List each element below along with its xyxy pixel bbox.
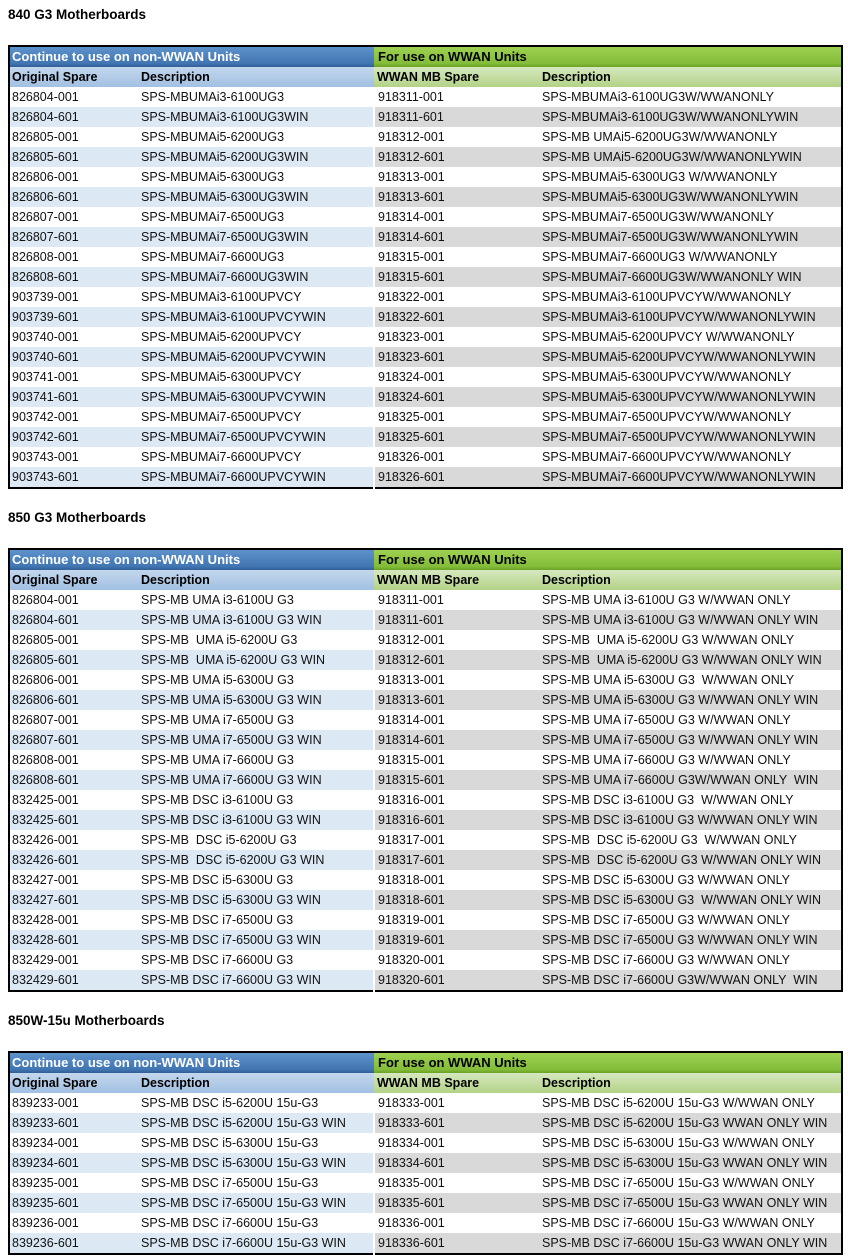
wwan-spare-cell: 918334-001 (374, 1133, 538, 1153)
wwan-description-cell: SPS-MBUMAi5-6300UPVCYW/WWANONLYWIN (538, 387, 842, 407)
wwan-description-cell: SPS-MB DSC i5-6200U 15u-G3 W/WWAN ONLY (538, 1093, 842, 1113)
wwan-spare-cell: 918326-601 (374, 467, 538, 488)
motherboard-section (8, 510, 841, 992)
spare-mapping-table (8, 45, 843, 489)
table-row (9, 690, 842, 710)
original-description-cell: SPS-MB UMA i7-6500U G3 WIN (137, 730, 374, 750)
wwan-spare-cell: 918333-601 (374, 1113, 538, 1133)
wwan-spare-cell: 918315-001 (374, 750, 538, 770)
group-header-row (9, 1052, 842, 1073)
column-header-row (9, 1073, 842, 1093)
table-row (9, 1213, 842, 1233)
original-spare-cell: 839235-601 (9, 1193, 137, 1213)
original-spare-cell: 826808-001 (9, 247, 137, 267)
original-description-cell: SPS-MBUMAi5-6200UPVCY (137, 327, 374, 347)
original-spare-cell: 903740-601 (9, 347, 137, 367)
column-header-row (9, 67, 842, 87)
original-spare-cell: 839233-601 (9, 1113, 137, 1133)
original-spare-cell: 903742-601 (9, 427, 137, 447)
original-spare-cell: 826804-001 (9, 590, 137, 610)
wwan-description-cell: SPS-MBUMAi5-6300UG3W/WWANONLYWIN (538, 187, 842, 207)
table-row (9, 267, 842, 287)
original-spare-cell: 826805-601 (9, 650, 137, 670)
wwan-spare-cell: 918335-001 (374, 1173, 538, 1193)
original-spare-cell: 826806-601 (9, 187, 137, 207)
wwan-description-cell: SPS-MB DSC i5-6200U G3 W/WWAN ONLY WIN (538, 850, 842, 870)
original-spare-cell: 832425-001 (9, 790, 137, 810)
wwan-spare-cell: 918333-001 (374, 1093, 538, 1113)
group-header-row (9, 46, 842, 67)
wwan-spare-cell: 918323-001 (374, 327, 538, 347)
wwan-description-cell: SPS-MB UMAi5-6200UG3W/WWANONLY (538, 127, 842, 147)
wwan-spare-cell: 918314-601 (374, 227, 538, 247)
original-description-cell: SPS-MBUMAi5-6300UPVCY (137, 367, 374, 387)
group-header-row (9, 549, 842, 570)
wwan-spare-cell: 918315-601 (374, 267, 538, 287)
wwan-description-cell: SPS-MB UMA i7-6600U G3W/WWAN ONLY WIN (538, 770, 842, 790)
wwan-spare-cell: 918325-601 (374, 427, 538, 447)
wwan-description-cell: SPS-MB UMA i7-6600U G3 W/WWAN ONLY (538, 750, 842, 770)
wwan-description-cell: SPS-MB UMA i5-6300U G3 W/WWAN ONLY WIN (538, 690, 842, 710)
wwan-description-cell: SPS-MBUMAi7-6600UPVCYW/WWANONLYWIN (538, 467, 842, 488)
wwan-description-cell: SPS-MB UMAi5-6200UG3W/WWANONLYWIN (538, 147, 842, 167)
column-header-row (9, 570, 842, 590)
original-description-cell: SPS-MBUMAi5-6200UG3WIN (137, 147, 374, 167)
original-description-cell: SPS-MB UMA i7-6600U G3 (137, 750, 374, 770)
motherboard-section (8, 1013, 841, 1255)
original-description-cell: SPS-MB DSC i7-6600U G3 WIN (137, 970, 374, 991)
table-row (9, 730, 842, 750)
table-row (9, 650, 842, 670)
wwan-group-header: For use on WWAN Units (374, 46, 842, 67)
table-row (9, 207, 842, 227)
original-spare-cell: 839233-001 (9, 1093, 137, 1113)
table-row (9, 187, 842, 207)
original-description-cell: SPS-MB DSC i7-6500U G3 WIN (137, 930, 374, 950)
original-spare-cell: 826805-601 (9, 147, 137, 167)
wwan-spare-cell: 918314-601 (374, 730, 538, 750)
original-description-cell: SPS-MB DSC i3-6100U G3 (137, 790, 374, 810)
wwan-spare-cell: 918312-001 (374, 630, 538, 650)
table-row (9, 1113, 842, 1133)
wwan-description-cell: SPS-MB DSC i5-6200U 15u-G3 WWAN ONLY WIN (538, 1113, 842, 1133)
wwan-spare-cell: 918313-601 (374, 690, 538, 710)
original-spare-cell: 903742-001 (9, 407, 137, 427)
wwan-spare-cell: 918317-601 (374, 850, 538, 870)
original-description-cell: SPS-MB DSC i7-6500U 15u-G3 (137, 1173, 374, 1193)
wwan-description-cell: SPS-MB DSC i5-6300U G3 W/WWAN ONLY (538, 870, 842, 890)
original-description-cell: SPS-MB UMA i3-6100U G3 (137, 590, 374, 610)
original-description-cell: SPS-MB DSC i5-6300U 15u-G3 (137, 1133, 374, 1153)
table-row (9, 407, 842, 427)
wwan-description-cell: SPS-MBUMAi3-6100UG3W/WWANONLYWIN (538, 107, 842, 127)
non-wwan-group-header: Continue to use on non-WWAN Units (9, 46, 374, 67)
wwan-description-cell: SPS-MB DSC i7-6600U G3 W/WWAN ONLY (538, 950, 842, 970)
spare-mapping-table (8, 548, 843, 992)
original-description-cell: SPS-MB DSC i5-6300U G3 (137, 870, 374, 890)
table-row (9, 590, 842, 610)
table-row (9, 610, 842, 630)
original-spare-cell: 826807-601 (9, 227, 137, 247)
table-row (9, 970, 842, 991)
column-header-wwan-mb-spare: WWAN MB Spare (374, 67, 538, 87)
column-header-description-right: Description (538, 67, 842, 87)
section-title: 850W-15u Motherboards (8, 1013, 165, 1028)
column-header-original-spare: Original Spare (9, 1073, 137, 1093)
table-row (9, 227, 842, 247)
table-row (9, 467, 842, 488)
wwan-description-cell: SPS-MB DSC i7-6500U G3 W/WWAN ONLY (538, 910, 842, 930)
table-row (9, 790, 842, 810)
wwan-spare-cell: 918313-001 (374, 167, 538, 187)
wwan-description-cell: SPS-MBUMAi5-6200UPVCYW/WWANONLYWIN (538, 347, 842, 367)
wwan-spare-cell: 918312-601 (374, 650, 538, 670)
wwan-description-cell: SPS-MB UMA i5-6200U G3 W/WWAN ONLY (538, 630, 842, 650)
wwan-spare-cell: 918326-001 (374, 447, 538, 467)
original-spare-cell: 832427-001 (9, 870, 137, 890)
original-spare-cell: 826804-601 (9, 107, 137, 127)
wwan-spare-cell: 918323-601 (374, 347, 538, 367)
wwan-spare-cell: 918336-601 (374, 1233, 538, 1254)
wwan-spare-cell: 918324-001 (374, 367, 538, 387)
table-row (9, 850, 842, 870)
wwan-spare-cell: 918311-601 (374, 107, 538, 127)
wwan-spare-cell: 918313-001 (374, 670, 538, 690)
table-row (9, 87, 842, 107)
column-header-description-left: Description (137, 67, 374, 87)
original-spare-cell: 839235-001 (9, 1173, 137, 1193)
original-description-cell: SPS-MBUMAi3-6100UG3WIN (137, 107, 374, 127)
original-spare-cell: 826806-601 (9, 690, 137, 710)
original-description-cell: SPS-MB DSC i3-6100U G3 WIN (137, 810, 374, 830)
original-spare-cell: 832427-601 (9, 890, 137, 910)
original-description-cell: SPS-MB DSC i5-6300U 15u-G3 WIN (137, 1153, 374, 1173)
original-description-cell: SPS-MB DSC i7-6600U G3 (137, 950, 374, 970)
wwan-description-cell: SPS-MB DSC i7-6600U 15u-G3 W/WWAN ONLY (538, 1213, 842, 1233)
column-header-description-right: Description (538, 570, 842, 590)
wwan-spare-cell: 918322-001 (374, 287, 538, 307)
wwan-description-cell: SPS-MBUMAi7-6600UG3W/WWANONLY WIN (538, 267, 842, 287)
original-spare-cell: 826807-001 (9, 710, 137, 730)
table-row (9, 307, 842, 327)
original-spare-cell: 903741-001 (9, 367, 137, 387)
spare-mapping-table (8, 1051, 843, 1255)
column-header-original-spare: Original Spare (9, 67, 137, 87)
original-description-cell: SPS-MBUMAi7-6500UPVCYWIN (137, 427, 374, 447)
column-header-wwan-mb-spare: WWAN MB Spare (374, 1073, 538, 1093)
wwan-description-cell: SPS-MB DSC i7-6500U G3 W/WWAN ONLY WIN (538, 930, 842, 950)
original-description-cell: SPS-MB DSC i7-6500U 15u-G3 WIN (137, 1193, 374, 1213)
wwan-description-cell: SPS-MB UMA i5-6200U G3 W/WWAN ONLY WIN (538, 650, 842, 670)
wwan-group-header: For use on WWAN Units (374, 549, 842, 570)
wwan-description-cell: SPS-MB UMA i7-6500U G3 W/WWAN ONLY WIN (538, 730, 842, 750)
original-spare-cell: 832428-001 (9, 910, 137, 930)
original-spare-cell: 903739-001 (9, 287, 137, 307)
wwan-spare-cell: 918315-601 (374, 770, 538, 790)
table-row (9, 367, 842, 387)
original-spare-cell: 826808-601 (9, 770, 137, 790)
original-description-cell: SPS-MB DSC i7-6500U G3 (137, 910, 374, 930)
original-description-cell: SPS-MBUMAi3-6100UG3 (137, 87, 374, 107)
original-spare-cell: 832426-601 (9, 850, 137, 870)
table-row (9, 127, 842, 147)
wwan-spare-cell: 918316-001 (374, 790, 538, 810)
original-spare-cell: 826804-601 (9, 610, 137, 630)
original-spare-cell: 832426-001 (9, 830, 137, 850)
table-row (9, 1193, 842, 1213)
table-body (9, 87, 842, 488)
table-row (9, 107, 842, 127)
wwan-spare-cell: 918315-001 (374, 247, 538, 267)
table-row (9, 167, 842, 187)
wwan-description-cell: SPS-MBUMAi7-6600UPVCYW/WWANONLY (538, 447, 842, 467)
original-description-cell: SPS-MB DSC i7-6600U 15u-G3 (137, 1213, 374, 1233)
original-spare-cell: 826806-001 (9, 167, 137, 187)
wwan-description-cell: SPS-MB DSC i3-6100U G3 W/WWAN ONLY (538, 790, 842, 810)
original-description-cell: SPS-MB UMA i7-6600U G3 WIN (137, 770, 374, 790)
original-spare-cell: 903739-601 (9, 307, 137, 327)
original-description-cell: SPS-MBUMAi3-6100UPVCY (137, 287, 374, 307)
original-spare-cell: 903743-601 (9, 467, 137, 488)
non-wwan-group-header: Continue to use on non-WWAN Units (9, 1052, 374, 1073)
original-description-cell: SPS-MBUMAi5-6200UPVCYWIN (137, 347, 374, 367)
table-row (9, 147, 842, 167)
wwan-description-cell: SPS-MBUMAi7-6500UPVCYW/WWANONLY (538, 407, 842, 427)
original-description-cell: SPS-MBUMAi5-6300UPVCYWIN (137, 387, 374, 407)
wwan-spare-cell: 918312-001 (374, 127, 538, 147)
table-row (9, 950, 842, 970)
wwan-spare-cell: 918311-001 (374, 590, 538, 610)
original-spare-cell: 903741-601 (9, 387, 137, 407)
original-description-cell: SPS-MB UMA i7-6500U G3 (137, 710, 374, 730)
wwan-spare-cell: 918318-001 (374, 870, 538, 890)
table-row (9, 1233, 842, 1254)
original-description-cell: SPS-MB DSC i5-6200U 15u-G3 WIN (137, 1113, 374, 1133)
section-title: 840 G3 Motherboards (8, 7, 147, 22)
original-description-cell: SPS-MBUMAi5-6300UG3WIN (137, 187, 374, 207)
wwan-spare-cell: 918313-601 (374, 187, 538, 207)
table-row (9, 347, 842, 367)
original-description-cell: SPS-MBUMAi3-6100UPVCYWIN (137, 307, 374, 327)
wwan-description-cell: SPS-MBUMAi5-6300UPVCYW/WWANONLY (538, 367, 842, 387)
wwan-spare-cell: 918311-001 (374, 87, 538, 107)
original-spare-cell: 839234-001 (9, 1133, 137, 1153)
wwan-description-cell: SPS-MB DSC i7-6500U 15u-G3 WWAN ONLY WIN (538, 1193, 842, 1213)
original-description-cell: SPS-MBUMAi7-6500UPVCY (137, 407, 374, 427)
table-row (9, 770, 842, 790)
table-row (9, 1153, 842, 1173)
table-row (9, 1133, 842, 1153)
wwan-spare-cell: 918325-001 (374, 407, 538, 427)
original-description-cell: SPS-MB DSC i5-6200U G3 (137, 830, 374, 850)
wwan-description-cell: SPS-MB DSC i5-6300U 15u-G3 W/WWAN ONLY (538, 1133, 842, 1153)
table-row (9, 327, 842, 347)
wwan-spare-cell: 918335-601 (374, 1193, 538, 1213)
original-description-cell: SPS-MB DSC i7-6600U 15u-G3 WIN (137, 1233, 374, 1254)
table-row (9, 810, 842, 830)
wwan-description-cell: SPS-MBUMAi7-6600UG3 W/WWANONLY (538, 247, 842, 267)
table-row (9, 247, 842, 267)
original-description-cell: SPS-MBUMAi7-6600UG3 (137, 247, 374, 267)
original-description-cell: SPS-MB DSC i5-6200U G3 WIN (137, 850, 374, 870)
wwan-description-cell: SPS-MB DSC i5-6300U G3 W/WWAN ONLY WIN (538, 890, 842, 910)
motherboard-section (8, 7, 841, 489)
table-row (9, 1173, 842, 1193)
original-description-cell: SPS-MB UMA i5-6300U G3 (137, 670, 374, 690)
original-description-cell: SPS-MBUMAi7-6500UG3 (137, 207, 374, 227)
wwan-description-cell: SPS-MB DSC i5-6200U G3 W/WWAN ONLY (538, 830, 842, 850)
wwan-description-cell: SPS-MB UMA i5-6300U G3 W/WWAN ONLY (538, 670, 842, 690)
table-body (9, 590, 842, 991)
original-description-cell: SPS-MBUMAi7-6600UPVCY (137, 447, 374, 467)
column-header-description-right: Description (538, 1073, 842, 1093)
wwan-description-cell: SPS-MBUMAi3-6100UPVCYW/WWANONLYWIN (538, 307, 842, 327)
column-header-original-spare: Original Spare (9, 570, 137, 590)
table-row (9, 890, 842, 910)
wwan-spare-cell: 918318-601 (374, 890, 538, 910)
original-description-cell: SPS-MB UMA i3-6100U G3 WIN (137, 610, 374, 630)
wwan-spare-cell: 918322-601 (374, 307, 538, 327)
original-spare-cell: 903743-001 (9, 447, 137, 467)
wwan-description-cell: SPS-MBUMAi7-6500UG3W/WWANONLYWIN (538, 227, 842, 247)
wwan-description-cell: SPS-MB UMA i3-6100U G3 W/WWAN ONLY (538, 590, 842, 610)
wwan-description-cell: SPS-MB UMA i7-6500U G3 W/WWAN ONLY (538, 710, 842, 730)
column-header-description-left: Description (137, 570, 374, 590)
wwan-description-cell: SPS-MB DSC i7-6600U G3W/WWAN ONLY WIN (538, 970, 842, 991)
table-row (9, 830, 842, 850)
wwan-spare-cell: 918336-001 (374, 1213, 538, 1233)
original-spare-cell: 832429-001 (9, 950, 137, 970)
original-description-cell: SPS-MB UMA i5-6300U G3 WIN (137, 690, 374, 710)
original-description-cell: SPS-MB UMA i5-6200U G3 WIN (137, 650, 374, 670)
original-spare-cell: 903740-001 (9, 327, 137, 347)
column-header-wwan-mb-spare: WWAN MB Spare (374, 570, 538, 590)
wwan-spare-cell: 918320-601 (374, 970, 538, 991)
original-spare-cell: 839234-601 (9, 1153, 137, 1173)
table-row (9, 710, 842, 730)
table-row (9, 427, 842, 447)
original-spare-cell: 826805-001 (9, 630, 137, 650)
original-description-cell: SPS-MBUMAi7-6500UG3WIN (137, 227, 374, 247)
wwan-description-cell: SPS-MB UMA i3-6100U G3 W/WWAN ONLY WIN (538, 610, 842, 630)
wwan-spare-cell: 918312-601 (374, 147, 538, 167)
table-row (9, 670, 842, 690)
non-wwan-group-header: Continue to use on non-WWAN Units (9, 549, 374, 570)
table-row (9, 870, 842, 890)
wwan-spare-cell: 918320-001 (374, 950, 538, 970)
wwan-spare-cell: 918316-601 (374, 810, 538, 830)
original-spare-cell: 832429-601 (9, 970, 137, 991)
table-row (9, 750, 842, 770)
wwan-spare-cell: 918324-601 (374, 387, 538, 407)
original-spare-cell: 839236-601 (9, 1233, 137, 1254)
table-row (9, 447, 842, 467)
wwan-spare-cell: 918319-601 (374, 930, 538, 950)
original-spare-cell: 839236-001 (9, 1213, 137, 1233)
table-row (9, 1093, 842, 1113)
original-spare-cell: 826807-001 (9, 207, 137, 227)
table-body (9, 1093, 842, 1254)
table-row (9, 287, 842, 307)
original-description-cell: SPS-MBUMAi7-6600UG3WIN (137, 267, 374, 287)
original-description-cell: SPS-MBUMAi5-6300UG3 (137, 167, 374, 187)
wwan-description-cell: SPS-MBUMAi7-6500UPVCYW/WWANONLYWIN (538, 427, 842, 447)
original-spare-cell: 826805-001 (9, 127, 137, 147)
original-description-cell: SPS-MB DSC i5-6300U G3 WIN (137, 890, 374, 910)
original-spare-cell: 832425-601 (9, 810, 137, 830)
original-spare-cell: 832428-601 (9, 930, 137, 950)
wwan-description-cell: SPS-MBUMAi3-6100UG3W/WWANONLY (538, 87, 842, 107)
column-header-description-left: Description (137, 1073, 374, 1093)
table-row (9, 630, 842, 650)
wwan-description-cell: SPS-MB DSC i7-6600U 15u-G3 WWAN ONLY WIN (538, 1233, 842, 1254)
original-description-cell: SPS-MBUMAi7-6600UPVCYWIN (137, 467, 374, 488)
original-spare-cell: 826804-001 (9, 87, 137, 107)
wwan-spare-cell: 918314-001 (374, 207, 538, 227)
original-description-cell: SPS-MB DSC i5-6200U 15u-G3 (137, 1093, 374, 1113)
section-title: 850 G3 Motherboards (8, 510, 147, 525)
wwan-spare-cell: 918334-601 (374, 1153, 538, 1173)
original-spare-cell: 826808-601 (9, 267, 137, 287)
wwan-spare-cell: 918319-001 (374, 910, 538, 930)
wwan-group-header: For use on WWAN Units (374, 1052, 842, 1073)
table-row (9, 910, 842, 930)
wwan-description-cell: SPS-MB DSC i3-6100U G3 W/WWAN ONLY WIN (538, 810, 842, 830)
original-description-cell: SPS-MBUMAi5-6200UG3 (137, 127, 374, 147)
wwan-spare-cell: 918314-001 (374, 710, 538, 730)
wwan-description-cell: SPS-MBUMAi5-6300UG3 W/WWANONLY (538, 167, 842, 187)
wwan-description-cell: SPS-MBUMAi5-6200UPVCY W/WWANONLY (538, 327, 842, 347)
table-row (9, 930, 842, 950)
wwan-description-cell: SPS-MBUMAi3-6100UPVCYW/WWANONLY (538, 287, 842, 307)
original-spare-cell: 826806-001 (9, 670, 137, 690)
table-row (9, 387, 842, 407)
wwan-description-cell: SPS-MB DSC i5-6300U 15u-G3 WWAN ONLY WIN (538, 1153, 842, 1173)
wwan-spare-cell: 918317-001 (374, 830, 538, 850)
wwan-spare-cell: 918311-601 (374, 610, 538, 630)
original-spare-cell: 826807-601 (9, 730, 137, 750)
wwan-description-cell: SPS-MB DSC i7-6500U 15u-G3 W/WWAN ONLY (538, 1173, 842, 1193)
wwan-description-cell: SPS-MBUMAi7-6500UG3W/WWANONLY (538, 207, 842, 227)
original-spare-cell: 826808-001 (9, 750, 137, 770)
original-description-cell: SPS-MB UMA i5-6200U G3 (137, 630, 374, 650)
